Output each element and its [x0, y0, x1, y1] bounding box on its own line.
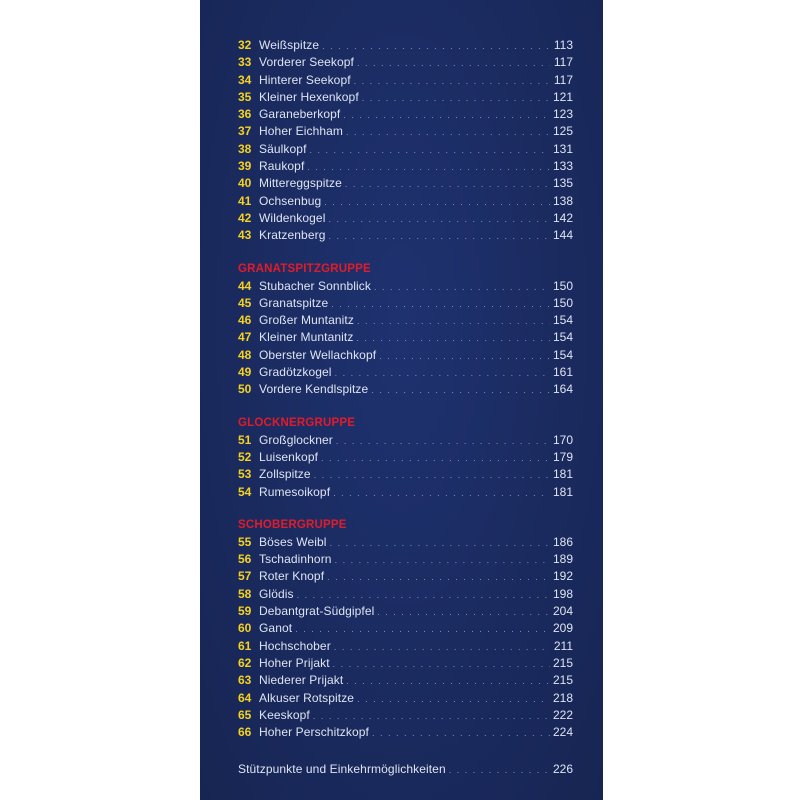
dot-leader	[379, 348, 550, 365]
entry-title: Weißspitze	[259, 38, 320, 52]
toc-entry[interactable]	[238, 655, 573, 672]
dot-leader	[321, 450, 550, 467]
entry-number: 46	[238, 313, 252, 328]
entry-number: 33	[238, 55, 252, 70]
entry-number: 55	[238, 534, 252, 549]
entry-page-number: 181	[552, 484, 573, 499]
dot-leader	[307, 159, 550, 176]
entry-number: 63	[238, 673, 252, 688]
entry-number: 49	[238, 365, 252, 380]
entry-page-number: 117	[553, 55, 573, 70]
entry-title: Keeskopf	[259, 707, 310, 722]
entry-page-number: 224	[552, 725, 573, 740]
entry-page-number: 142	[552, 210, 573, 225]
toc-entry[interactable]	[238, 603, 573, 620]
dot-leader	[372, 725, 550, 742]
dot-leader	[333, 485, 550, 502]
toc-entry[interactable]	[238, 432, 573, 449]
entry-number: 35	[238, 89, 252, 104]
toc-entry[interactable]	[238, 123, 573, 140]
toc-page	[200, 0, 603, 800]
toc-entry[interactable]	[238, 89, 573, 106]
entry-page-number: 144	[552, 228, 573, 243]
entry-number: 58	[238, 586, 252, 601]
dot-leader	[297, 587, 550, 604]
entry-title: Alkuser Rotspitze	[259, 690, 355, 705]
entry-number: 65	[238, 707, 252, 722]
dot-leader	[330, 535, 550, 552]
toc-entry[interactable]	[238, 724, 573, 741]
toc-entry[interactable]	[238, 37, 573, 54]
toc-entry[interactable]	[238, 551, 573, 568]
toc-entry[interactable]	[238, 295, 573, 312]
dot-leader	[356, 330, 550, 347]
entry-number: 39	[238, 159, 252, 174]
footer-entry[interactable]	[238, 761, 573, 778]
entry-number: 60	[238, 621, 252, 636]
entry-title: Roter Knopf	[259, 569, 325, 584]
entry-title: Böses Weibl	[259, 534, 327, 549]
dot-leader	[374, 279, 550, 296]
dot-leader	[331, 296, 550, 313]
entry-title: Kleiner Hexenkopf	[259, 89, 359, 104]
entry-page-number: 164	[552, 382, 573, 397]
toc-group	[238, 37, 573, 245]
entry-number: 48	[238, 347, 252, 362]
entry-title: Granatspitze	[259, 295, 329, 310]
entry-title: Ochsenbug	[259, 193, 322, 208]
dot-leader	[327, 569, 550, 586]
dot-leader	[328, 228, 549, 245]
entry-number: 59	[238, 604, 252, 619]
toc-entry[interactable]	[238, 381, 573, 398]
toc-entry[interactable]	[238, 278, 573, 295]
entry-page-number: 189	[552, 552, 573, 567]
entry-title: Gradötzkogel	[259, 365, 332, 380]
group-heading: GLOCKNERGRUPPE	[238, 416, 356, 429]
entry-title: Vorderer Seekopf	[259, 55, 354, 70]
entry-page-number: 133	[552, 159, 573, 174]
group-heading: SCHOBERGRUPPE	[238, 518, 347, 531]
entry-number: 66	[238, 725, 252, 740]
entry-title: Hoher Eichham	[259, 124, 344, 139]
entry-number: 47	[238, 330, 252, 345]
entry-number: 50	[238, 382, 252, 397]
entry-page-number: 211	[553, 638, 573, 653]
toc-entry[interactable]	[238, 106, 573, 123]
dot-leader	[335, 365, 550, 382]
entry-page-number: 215	[552, 673, 573, 688]
toc-entry[interactable]	[238, 210, 573, 227]
entry-page-number: 125	[552, 124, 573, 139]
toc-entry[interactable]	[238, 620, 573, 637]
dot-leader	[362, 90, 550, 107]
toc-entry[interactable]	[238, 707, 573, 724]
entry-title: Hochschober	[259, 638, 331, 653]
entry-number: 34	[238, 72, 252, 87]
dot-leader	[324, 194, 550, 211]
entry-title: Wildenkogel	[259, 210, 326, 225]
toc-entry[interactable]	[238, 690, 573, 707]
entry-number: 41	[238, 193, 252, 208]
group-heading: GRANATSPITZGRUPPE	[238, 262, 371, 275]
toc-entry[interactable]	[238, 193, 573, 210]
entry-page-number: 209	[552, 621, 573, 636]
toc-footer	[238, 761, 573, 778]
toc-group	[238, 415, 573, 501]
toc-entry[interactable]	[238, 312, 573, 329]
dot-leader	[346, 673, 550, 690]
entry-title: Oberster Wellachkopf	[259, 347, 377, 362]
entry-page-number: 161	[552, 365, 573, 380]
entry-title: Luisenkopf	[259, 449, 319, 464]
toc-entry[interactable]	[238, 227, 573, 244]
entry-title: Hoher Prijakt	[259, 655, 330, 670]
entry-page-number: 179	[552, 449, 573, 464]
entry-number: 61	[238, 638, 252, 653]
entry-title: Raukopf	[259, 159, 305, 174]
entry-page-number: 117	[553, 72, 573, 87]
toc-entry[interactable]	[238, 329, 573, 346]
entry-page-number: 218	[552, 690, 573, 705]
toc-entry[interactable]	[238, 638, 573, 655]
entry-page-number: 192	[552, 569, 573, 584]
entry-page-number: 113	[553, 38, 573, 52]
toc-entry[interactable]	[238, 364, 573, 381]
entry-title: Glödis	[259, 586, 294, 601]
entry-title: Stubacher Sonnblick	[259, 278, 371, 293]
dot-leader	[343, 107, 550, 124]
dot-leader	[345, 176, 550, 193]
entry-title: Ganot	[259, 621, 293, 636]
entry-number: 44	[238, 278, 252, 293]
dot-leader	[357, 55, 550, 72]
entry-title: Mittereggspitze	[259, 176, 342, 191]
dot-leader	[314, 467, 550, 484]
dot-leader	[336, 433, 550, 450]
toc-entry[interactable]	[238, 141, 573, 158]
entry-page-number: 131	[552, 141, 573, 156]
dot-leader	[313, 708, 550, 725]
entry-title: Rumesoikopf	[259, 484, 331, 499]
entry-number: 54	[238, 484, 252, 499]
entry-page-number: 198	[552, 586, 573, 601]
dot-leader	[328, 211, 550, 228]
dot-leader	[322, 38, 550, 55]
dot-leader	[377, 604, 550, 621]
toc-entry[interactable]	[238, 534, 573, 551]
entry-page-number: 135	[552, 176, 573, 191]
entry-page-number: 215	[552, 655, 573, 670]
entry-title: Großglockner	[259, 432, 333, 447]
entry-number: 45	[238, 295, 252, 310]
entry-page-number: 154	[552, 330, 573, 345]
dot-leader	[357, 691, 550, 708]
entry-title: Hinterer Seekopf	[259, 72, 351, 87]
entry-title: Kleiner Muntanitz	[259, 330, 354, 345]
entry-page-number: 204	[552, 604, 573, 619]
entry-title: Großer Muntanitz	[259, 313, 354, 328]
entry-number: 43	[238, 228, 252, 243]
dot-leader	[371, 382, 550, 399]
toc-entry[interactable]	[238, 568, 573, 585]
toc-group	[238, 261, 573, 399]
toc-entry[interactable]	[238, 158, 573, 175]
entry-page-number: 181	[552, 467, 573, 482]
toc-entry[interactable]	[238, 54, 573, 71]
toc-entry[interactable]	[238, 672, 573, 689]
entry-number: 37	[238, 124, 252, 139]
entry-page-number: 150	[552, 278, 573, 293]
entry-number: 57	[238, 569, 252, 584]
dot-leader	[354, 73, 550, 90]
toc-entry[interactable]	[238, 466, 573, 483]
entry-number: 64	[238, 690, 252, 705]
toc-entry[interactable]	[238, 347, 573, 364]
dot-leader	[295, 621, 550, 638]
entry-title: Kratzenberg	[259, 228, 326, 243]
dot-leader	[357, 313, 550, 330]
dot-leader	[310, 142, 550, 159]
entry-number: 36	[238, 107, 252, 122]
entry-page-number: 123	[552, 107, 573, 122]
entry-number: 42	[238, 210, 252, 225]
entry-page-number: 154	[552, 347, 573, 362]
entry-page-number: 154	[552, 313, 573, 328]
dot-leader	[333, 656, 550, 673]
dot-leader	[334, 639, 550, 656]
entry-page-number: 222	[552, 707, 573, 722]
entry-number: 51	[238, 432, 252, 447]
toc-entry[interactable]	[238, 175, 573, 192]
entry-page-number: 150	[552, 295, 573, 310]
toc-entry[interactable]	[238, 449, 573, 466]
entry-number: 62	[238, 655, 252, 670]
entry-number: 38	[238, 141, 252, 156]
entry-title: Garaneberkopf	[259, 107, 341, 122]
toc-entry[interactable]	[238, 72, 573, 89]
entry-title: Debantgrat-Südgipfel	[259, 604, 375, 619]
entry-page-number: 121	[552, 89, 573, 104]
toc-entry[interactable]	[238, 484, 573, 501]
toc-group	[238, 517, 573, 742]
dot-leader	[346, 124, 550, 141]
entry-title: Niederer Prijakt	[259, 673, 344, 688]
footer-title: Stützpunkte und Einkehrmöglichkeiten	[238, 762, 446, 777]
entry-page-number: 186	[552, 534, 573, 549]
table-of-contents	[238, 37, 573, 779]
entry-number: 32	[238, 38, 252, 52]
entry-number: 52	[238, 449, 252, 464]
dot-leader	[449, 762, 550, 779]
footer-page-number: 226	[552, 762, 573, 777]
entry-title: Hoher Perschitzkopf	[259, 725, 369, 740]
dot-leader	[335, 552, 550, 569]
entry-title: Zollspitze	[259, 467, 311, 482]
entry-number: 40	[238, 176, 252, 191]
entry-number: 53	[238, 467, 252, 482]
entry-title: Tschadinhorn	[259, 552, 332, 567]
entry-title: Vordere Kendlspitze	[259, 382, 369, 397]
entry-page-number: 138	[552, 193, 573, 208]
entry-title: Säulkopf	[259, 141, 307, 156]
entry-number: 56	[238, 552, 252, 567]
toc-entry[interactable]	[238, 586, 573, 603]
entry-page-number: 170	[552, 432, 573, 447]
